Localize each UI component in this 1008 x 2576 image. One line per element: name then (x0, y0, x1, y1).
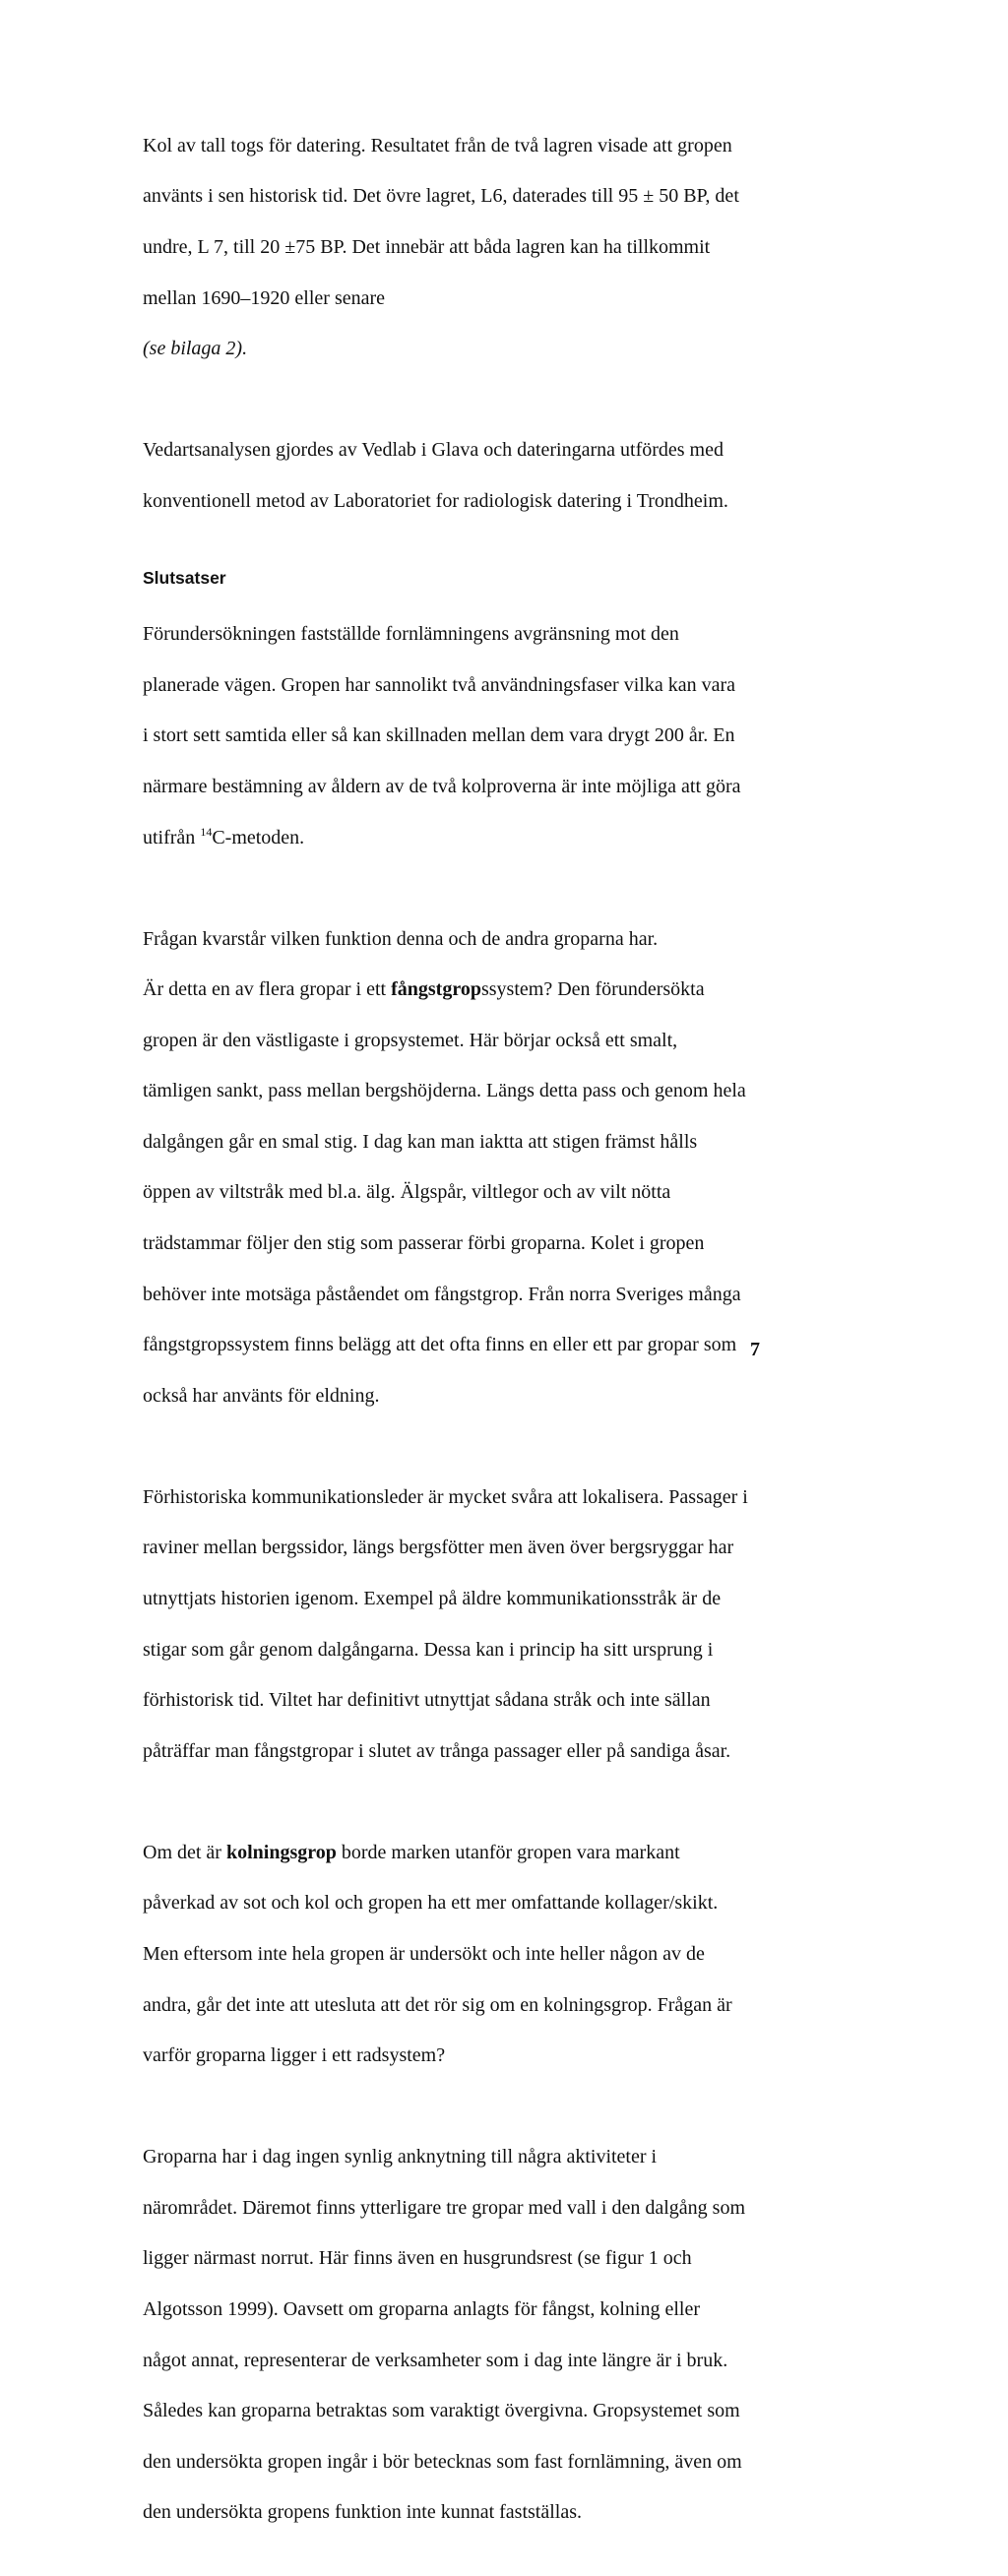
text-line: mellan 1690–1920 eller senare (143, 286, 386, 309)
text-line: förhistorisk tid. Viltet har definitivt utnyttjat sådana stråk och inte sällan (143, 1689, 711, 1712)
text-line: dalgången går en smal stig. I dag kan man iaktta att stigen främst hålls (143, 1130, 698, 1153)
text-line: öppen av viltstråk med bl.a. älg. Älgspår, viltlegor och av vilt nötta (143, 1181, 671, 1204)
text-line: närmare bestämning av åldern av de två kolproverna är inte möjliga att göra (143, 775, 741, 797)
emphasis-term: kolningsgrop (225, 1841, 337, 1863)
text-line: den undersökta gropen ingår i bör betecknas som fast fornlämning, även om (143, 2450, 742, 2473)
text-line: ligger närmast norrut. Här finns även en husgrundsrest (se figur 1 och (143, 2247, 692, 2270)
text-line: andra, går det inte att utesluta att det rör sig om en kolningsgrop. Frågan är (143, 1993, 732, 2016)
text-fragment: Är detta en av flera gropar i ett (143, 978, 392, 1001)
text-line: Frågan kvarstår vilken funktion denna och de andra groparna har. (143, 927, 659, 950)
paragraph-analysis (143, 412, 832, 539)
page-number: 7 (750, 1339, 760, 1360)
text-line: i stort sett samtida eller så kan skillnaden mellan dem vara drygt 200 år. En (143, 724, 735, 747)
text-line: Men eftersom inte hela gropen är undersökt och inte heller någon av de (143, 1942, 705, 1965)
text-line: stigar som går genom dalgångarna. Dessa kan i princip ha sitt ursprung i (143, 1638, 714, 1661)
text-fragment: Om det är (143, 1841, 226, 1863)
text-line: planerade vägen. Gropen har sannolikt två användningsfaser vilka kan vara (143, 673, 735, 696)
text-line: något annat, representerar de verksamheter som i dag inte längre är i bruk. (143, 2349, 728, 2371)
text-line: den undersökta gropens funktion inte kunnat fastställas. (143, 2501, 583, 2524)
text-fragment: ssystem? Den förundersökta (480, 978, 705, 1001)
isotope-superscript: 14 (200, 824, 213, 839)
text-line (143, 826, 832, 851)
text-line (143, 1841, 832, 1866)
text-line: fångstgropssystem finns belägg att det ofta finns en eller ett par gropar som (143, 1334, 737, 1356)
text-line: gropen är den västligaste i gropsystemet. Här börjar också ett smalt, (143, 1029, 678, 1051)
text-line: påträffar man fångstgropar i slutet av trånga passager eller på sandiga åsar. (143, 1739, 731, 1762)
text-line: konventionell metod av Laboratoriet for radiologisk datering i Trondheim. (143, 489, 728, 512)
text-fragment: utifrån (143, 826, 201, 848)
text-line: Kol av tall togs för datering. Resultatet från de två lagren visade att gropen (143, 134, 732, 157)
text-line: tämligen sankt, pass mellan bergshöjderna. Längs detta pass och genom hela (143, 1080, 746, 1102)
appendix-reference: (se bilaga 2). (143, 338, 248, 360)
text-line: Algotsson 1999). Oavsett om groparna anlagts för fångst, kolning eller (143, 2297, 700, 2320)
text-fragment: borde marken utanför gropen vara markant (336, 1841, 680, 1863)
paragraph-communication (143, 1460, 832, 1790)
text-line: påverkad av sot och kol och gropen ha ett mer omfattande kollager/skikt. (143, 1892, 719, 1915)
paragraph-dating (143, 108, 832, 388)
text-line: närområdet. Däremot finns ytterligare tre gropar med vall i den dalgång som (143, 2196, 746, 2219)
text-line: Groparna har i dag ingen synlig anknytning till några aktiviteter i (143, 2146, 658, 2168)
text-line: Vedartsanalysen gjordes av Vedlab i Glava och dateringarna utfördes med (143, 439, 724, 462)
text-line: Förhistoriska kommunikationsleder är mycket svåra att lokalisera. Passager i (143, 1485, 748, 1508)
text-line: varför groparna ligger i ett radsystem? (143, 2044, 446, 2067)
text-line: undre, L 7, till 20 ±75 BP. Det innebär att båda lagren kan ha tillkommit (143, 235, 711, 258)
document-body (143, 108, 832, 2576)
paragraph-charcoal-pit (143, 1815, 832, 2095)
text-line: behöver inte motsäga påståendet om fångstgrop. Från norra Sveriges många (143, 1283, 741, 1305)
emphasis-term: fångstgrop (391, 978, 481, 1001)
text-line: trädstammar följer den stig som passerar förbi groparna. Kolet i gropen (143, 1232, 705, 1255)
paragraph-function (143, 902, 832, 1435)
text-line (143, 977, 832, 1003)
text-line: använts i sen historisk tid. Det övre lagret, L6, daterades till 95 ± 50 BP, det (143, 185, 739, 208)
text-line: Således kan groparna betraktas som varaktigt övergivna. Gropsystemet som (143, 2400, 740, 2422)
text-line: utnyttjats historien igenom. Exempel på äldre kommunikationsstråk är de (143, 1588, 722, 1610)
text-line: raviner mellan bergssidor, längs bergsfötter men även över bergsryggar har (143, 1537, 734, 1559)
text-fragment: C-metoden. (212, 826, 305, 848)
paragraph-conclusions (143, 597, 832, 876)
text-line: också har använts för eldning. (143, 1384, 380, 1407)
section-heading: Slutsatser (143, 568, 226, 589)
text-line: Förundersökningen fastställde fornlämningens avgränsning mot den (143, 623, 679, 646)
paragraph-status (143, 2119, 832, 2551)
